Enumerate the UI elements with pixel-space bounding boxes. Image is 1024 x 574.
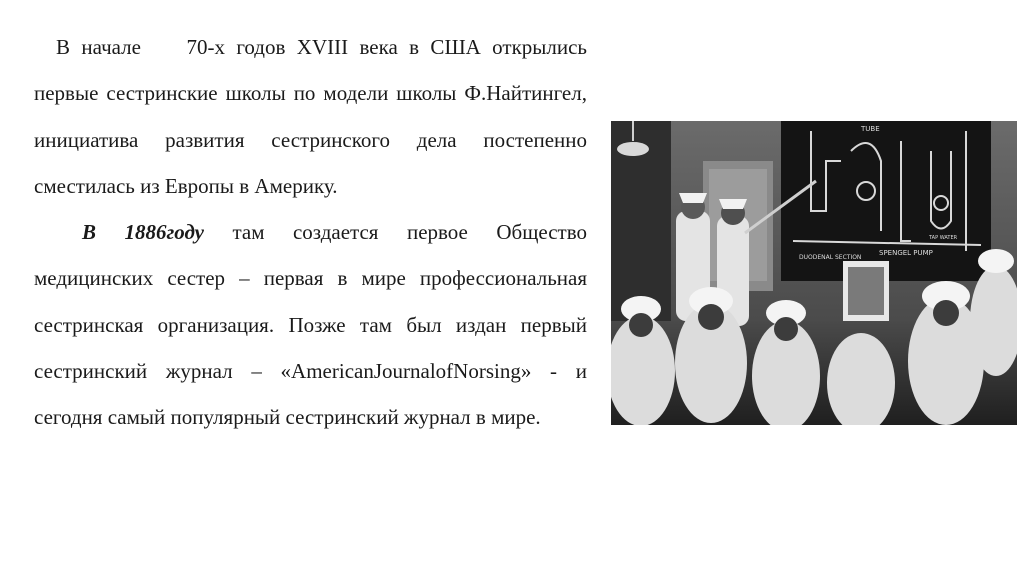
board-label-duodenal: DUODENAL SECTION <box>799 254 862 261</box>
paragraph-2 <box>34 209 587 440</box>
paragraph-2-text: там создается первое Общество медицинских сестер – первая в мире профессиональная сестринская организация. Позже там был издан первый сестринский журнал – «AmericanJournalofNorsing» - и сегодня самый популярный сестринский журнал в мире. <box>34 220 588 430</box>
paragraph-1-text: В начале 70-х годов XVIII века в США открылись первые сестринские школы по модели школы Ф.Найтингел, инициатива развития сестринского дела постепенно сместилась из Европы в Америку. <box>34 35 598 198</box>
historic-nursing-class-photo <box>611 121 1017 425</box>
board-label-tube: TUBE <box>861 125 880 133</box>
board-label-tap-water: TAP WATER <box>929 235 958 241</box>
board-label-pump: SPENGEL PUMP <box>879 249 933 257</box>
photo-illustration <box>611 121 1017 425</box>
body-text <box>34 24 598 441</box>
paragraph-2-emphasis: В 1886году <box>82 220 204 245</box>
paragraph-1 <box>34 24 598 209</box>
